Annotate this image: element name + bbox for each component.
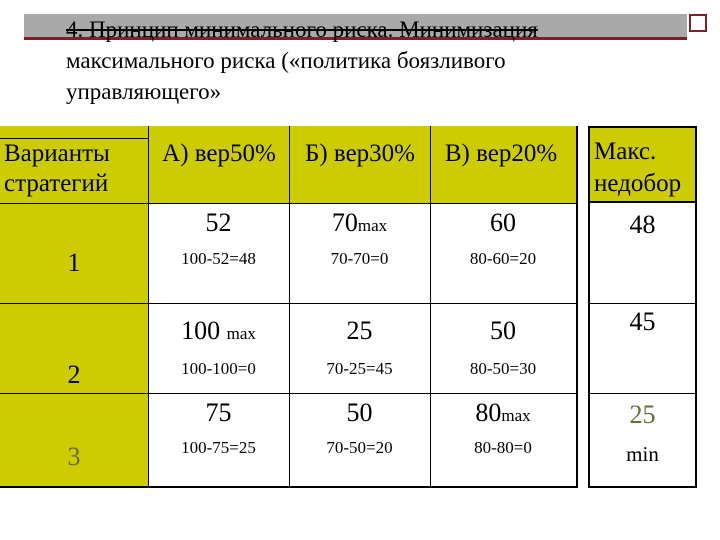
row-2-strategy: 2 (67, 360, 81, 389)
row-1-b-value: 70max (331, 208, 388, 237)
row-2-c-calc: 80-50=30 (469, 359, 537, 378)
max-column-divider (588, 393, 697, 394)
row-1-a-calc: 100-52=48 (181, 249, 256, 268)
row-2-c-value: 50 (490, 316, 516, 345)
row-3-min-label: min (626, 442, 659, 466)
header-col-c: В) вер20% (444, 140, 558, 167)
row-1-max: 48 (629, 210, 656, 239)
row-1-strategy: 1 (67, 248, 81, 277)
row-3-a-calc: 100-75=25 (181, 438, 256, 457)
row-2-b-calc: 70-25=45 (326, 359, 393, 378)
max-column-divider (588, 303, 697, 304)
header-col-b: Б) вер30% (304, 140, 415, 167)
header-col-a: А) вер50% (162, 140, 276, 167)
row-1-b-calc: 70-70=0 (330, 249, 389, 268)
row-2-a-value: 100 max (181, 316, 256, 345)
page-title (66, 14, 666, 107)
row-2-max: 45 (629, 307, 656, 336)
row-3-a-value: 75 (205, 398, 232, 427)
row-1-c-calc: 80-60=20 (469, 249, 537, 268)
header-strategies: Варианты стратегий (4, 140, 110, 197)
row-2-a-calc: 100-100=0 (181, 359, 256, 378)
title-line-2: максимального риска («политика боязливого (66, 48, 506, 73)
row-1-a-value: 52 (205, 208, 232, 237)
row-1-c-value: 60 (490, 208, 516, 237)
column-divider (289, 126, 290, 488)
title-line-1: 4. Принцип минимального риска. Минимизация (66, 17, 538, 42)
title-line-3: управляющего» (66, 79, 222, 104)
column-divider (430, 126, 431, 488)
column-divider (148, 126, 149, 488)
row-3-max: 25 (629, 400, 656, 429)
row-2-b-value: 25 (346, 316, 373, 345)
row-3-b-value: 50 (346, 398, 373, 427)
header-max-shortfall: Макс. недобор (594, 138, 682, 197)
row-3-b-calc: 70-50=20 (326, 438, 393, 457)
row-3-strategy: 3 (67, 442, 81, 471)
row-3-c-value: 80max (475, 398, 531, 427)
row-3-c-calc: 80-80=0 (474, 438, 532, 457)
corner-square-icon (689, 14, 707, 32)
